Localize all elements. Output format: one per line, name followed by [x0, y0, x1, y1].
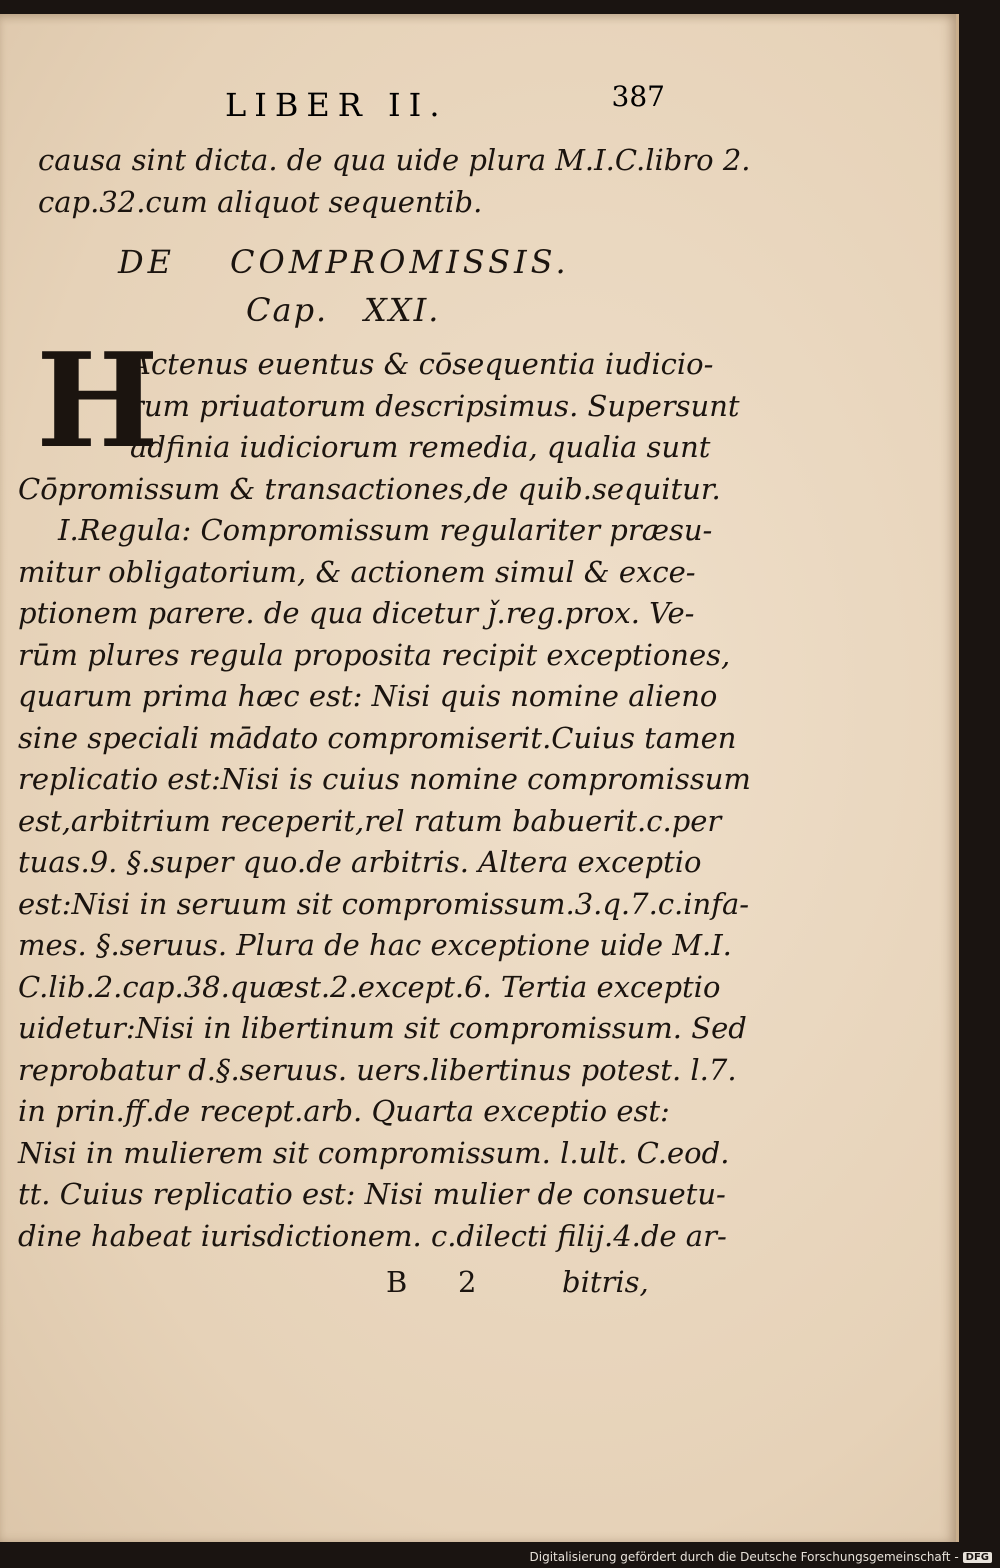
body-line: tuas.9. §.super quo.de arbitris. Altera exceptio [18, 845, 702, 879]
body-line: est:Nisi in seruum sit compromissum.3.q.7.c.infa- [18, 886, 750, 921]
body-line: mitur obligatorium, & actionem simul & exce- [18, 554, 696, 589]
chapter-body [18, 324, 751, 1257]
running-head-title: LIBER II. [225, 86, 448, 124]
body-line: Actenus euentus & cōsequentia iudicio- [130, 347, 714, 381]
body-line: mes. §.seruus. Plura de hac exceptione uide M.I. [18, 928, 732, 962]
subheading-word-1: Cap. [246, 291, 329, 329]
heading-word-1: DE [118, 243, 176, 281]
body-line: C.lib.2.cap.38.quæst.2.except.6. Tertia exceptio [18, 969, 721, 1004]
opening-line-1: causa sint dicta. de qua uide plura M.I.C.libro 2. [38, 143, 751, 177]
page-footer [18, 1262, 658, 1306]
body-line: Cōpromissum & transactiones,de quib.sequitur. [18, 471, 721, 506]
opening-line-2: cap.32.cum aliquot sequentib. [38, 185, 483, 219]
body-line: uidetur:Nisi in libertinum sit compromissum. Sed [18, 1011, 747, 1045]
body-line: rum priuatorum descripsimus. Supersunt [130, 388, 740, 423]
body-line: replicatio est:Nisi is cuius nomine compromissum [18, 762, 751, 796]
body-line: Nisi in mulierem sit compromissum. l.ult. C.eod. [18, 1135, 730, 1170]
body-line: I.Regula: Compromissum regulariter præsu- [58, 513, 713, 547]
catchword: bitris, [562, 1265, 649, 1299]
drop-cap-paragraph [18, 324, 740, 510]
signature-letter: B [386, 1265, 408, 1299]
book-page [0, 14, 959, 1542]
body-line: adfinia iudiciorum remedia, qualia sunt [130, 430, 711, 464]
credit-text: Digitalisierung gefördert durch die Deutsche Forschungsgemeinschaft - [529, 1550, 959, 1564]
body-line: dine habeat iurisdictionem. c.dilecti filij.4.de ar- [18, 1218, 727, 1253]
body-line: reprobatur d.§.seruus. uers.libertinus potest. l.7. [18, 1052, 737, 1087]
dfg-logo-icon: DFG [963, 1552, 992, 1563]
body-line: quarum prima hæc est: Nisi quis nomine alieno [18, 679, 718, 713]
drop-cap: H [36, 324, 159, 477]
page-number: 387 [611, 80, 665, 113]
chapter-heading [118, 242, 570, 284]
body-line: rūm plures regula proposita recipit exceptiones, [18, 637, 731, 672]
body-line: in prin.ff.de recept.arb. Quarta exceptio est: [18, 1094, 670, 1128]
digitization-credit [530, 1550, 993, 1564]
heading-word-2: COMPROMISSIS. [230, 243, 570, 281]
signature-number: 2 [458, 1265, 477, 1299]
running-head [225, 80, 665, 126]
subheading-word-2: XXI. [364, 291, 441, 329]
body-line: tt. Cuius replicatio est: Nisi mulier de consuetu- [18, 1177, 726, 1211]
body-line: ptionem parere. de qua dicetur ǰ.reg.prox. Ve- [18, 596, 695, 630]
body-line: est,arbitrium receperit,rel ratum babuerit.c.per [18, 803, 722, 838]
chapter-number [246, 290, 440, 332]
body-line: sine speciali mādato compromiserit.Cuius tamen [18, 720, 737, 755]
